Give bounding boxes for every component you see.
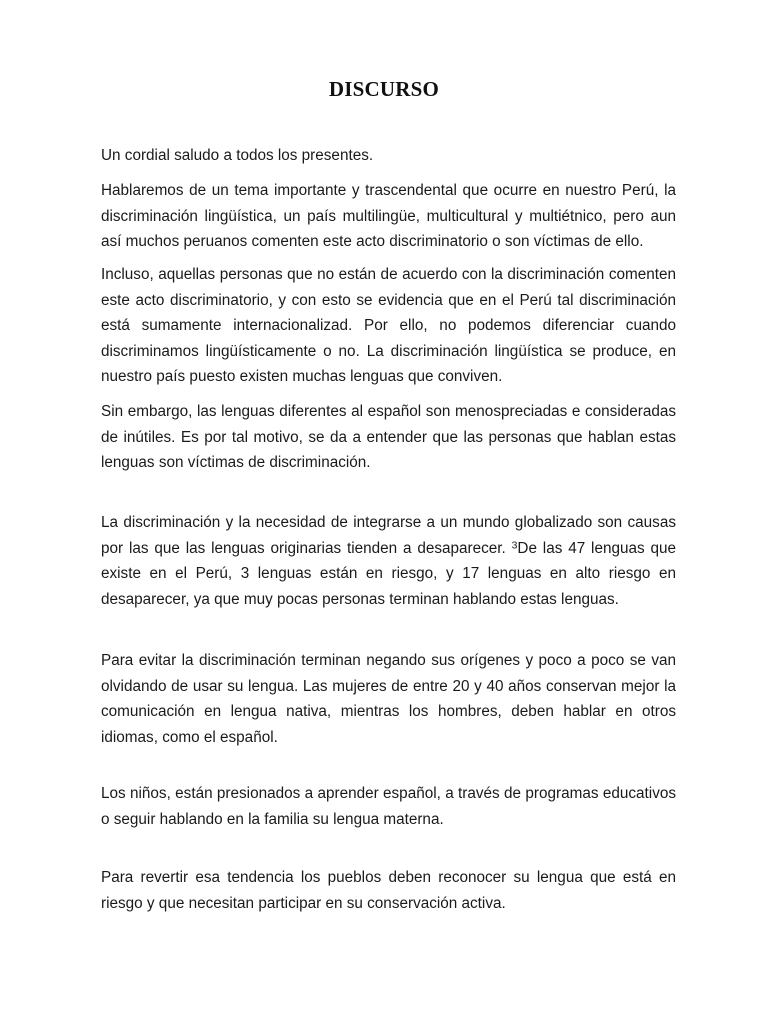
paragraph-greeting: Un cordial saludo a todos los presentes. bbox=[101, 147, 374, 164]
paragraph-children: Los niños, están presionados a aprender español, a través de programas educativos o seguir hablando en la familia su lengua materna. bbox=[101, 785, 676, 828]
footnote-marker: 3 bbox=[511, 539, 518, 551]
paragraph-spanish: Sin embargo, las lenguas diferentes al español son menospreciadas e consideradas de inútiles. Es por tal motivo, se da a entender que las personas que hablan estas lenguas son víctimas de discriminación. bbox=[101, 403, 676, 471]
paragraph-conclusion: Para revertir esa tendencia los pueblos deben reconocer su lengua que está en riesgo y que necesitan participar en su conservación activa. bbox=[101, 869, 676, 912]
paragraph-globalization-text-after: De las 47 lenguas que existe en el Perú, 3 lenguas están en riesgo, y 17 lenguas en alto riesgo en desaparecer, ya que muy pocas personas terminan hablando estas lenguas. bbox=[101, 539, 677, 608]
paragraph-globalization-text-before: La discriminación y la necesidad de integrarse a un mundo globalizado son causas por las que las lenguas originarias tienden a desaparecer. bbox=[101, 514, 676, 557]
paragraph-origins: Para evitar la discriminación terminan negando sus orígenes y poco a poco se van olvidando de usar su lengua. Las mujeres de entre 20 y 40 años conservan mejor la comunicación en lengua nativa, mientras los hombres, deben hablar en otros idiomas, como el español. bbox=[101, 652, 676, 746]
document-title: DISCURSO bbox=[328, 77, 440, 101]
paragraph-intro: Hablaremos de un tema importante y trascendental que ocurre en nuestro Perú, la discriminación lingüística, un país multilingüe, multicultural y multiétnico, pero aun así muchos peruanos comenten este acto discriminatorio o son víctimas de ello. bbox=[101, 182, 676, 250]
paragraph-globalization bbox=[101, 510, 676, 612]
paragraph-discrimination: Incluso, aquellas personas que no están de acuerdo con la discriminación comenten este acto discriminatorio, y con esto se evidencia que en el Perú tal discriminación está sumamente internacionalizad. Por ello, no podemos diferenciar cuando discriminamos lingüísticamente o no. La discriminación lingüística se produce, en nuestro país puesto existen muchas lenguas que conviven. bbox=[101, 266, 676, 385]
